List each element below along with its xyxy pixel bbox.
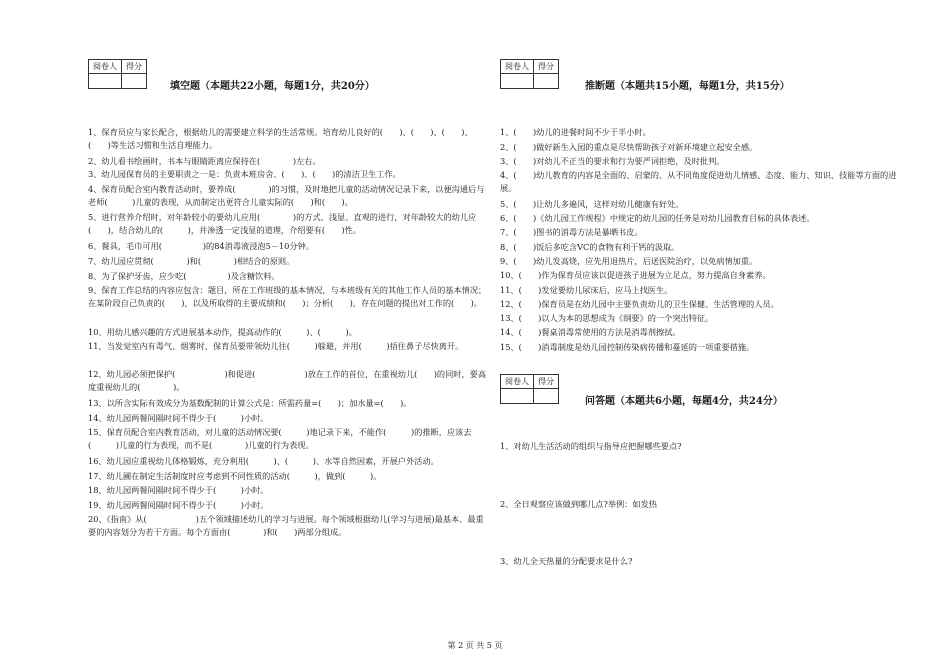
fill-item-16: 16、幼儿园应重视幼儿体格锻炼，充分利用( )、( )、水等自然因素，开展户外活动。 <box>88 456 439 466</box>
fill-item-2: 2、幼儿看书绘画时，书本与眼睛距离应保持在( )左右。 <box>88 156 321 166</box>
fill-section-title: 填空题（本题共22小题，每题1分，共20分） <box>170 81 375 92</box>
fill-item-19: 19、幼儿园两餐间隔时间不得少于( )小时。 <box>88 500 269 510</box>
judge-item-9: 9、( )幼儿发高烧，应先用退热片，后送医院治疗，以免病情加重。 <box>500 256 758 266</box>
score-box-judge <box>500 59 559 89</box>
page-number: 第 2 页 共 5 页 <box>447 641 503 650</box>
fill-item-3: 3、幼儿园保育员的主要职责之一是：负责本班房舍、( )、( )的清洁卫生工作。 <box>88 169 401 179</box>
judge-item-3: 3、( )对幼儿不正当的要求和行为要严词拒绝，及时批判。 <box>500 156 725 166</box>
reviewer-label: 阅卷人 <box>89 60 122 74</box>
judge-item-4: 4、( )幼儿教育的内容是全面的、启蒙的、从不同角度促进幼儿情感、态度、能力、知识、技能等方面的进展。 <box>500 170 897 193</box>
fill-item-9: 9、保育工作总结的内容应包含：题目，所在工作班级的基本情况，与本班级有关的其他工作人员的基本情况；在某阶段自己负责的( )，以及所取得的主要成绩和( )；分析( )，存在问题的提出对工作的( )。 <box>88 285 487 308</box>
score-label: 得分 <box>122 60 147 74</box>
score-cell[interactable] <box>122 74 147 89</box>
fill-item-6: 6、餐具，毛巾可用( )的84消毒液浸泡5－10分钟。 <box>88 241 314 251</box>
judge-item-8: 8、( )饭后多吃含VC的食物有利于钙的汲取。 <box>500 242 680 252</box>
fill-item-13: 13、以所含实际有效成分为基数配制的计算公式是：所需药量=( )；加水量=( )。 <box>88 398 412 408</box>
judge-section-title: 推断题（本题共15小题，每题1分，共15分） <box>585 81 790 92</box>
judge-item-12: 12、( )保育员是在幼儿园中主要负责幼儿的卫生保健、生活管理的人员。 <box>500 299 779 309</box>
judge-item-7: 7、( )图书的消毒方法是暴晒书皮。 <box>500 227 643 237</box>
reviewer-cell[interactable] <box>501 389 534 404</box>
score-cell[interactable] <box>534 389 559 404</box>
fill-item-5: 5、进行营养介绍时，对年龄较小的要幼儿应用( )的方式、浅显、直观的进行，对年龄较大的幼儿应( )，结合幼儿的( )，并渗透一定浅显的道理，介绍要有( )性。 <box>88 212 477 235</box>
reviewer-cell[interactable] <box>89 74 122 89</box>
qa-item-2: 2、全日观察应该做到哪儿点?举例：如发热 <box>500 499 657 509</box>
judge-item-13: 13、( )以人为本的思想成为《纲要》的一个突出特征。 <box>500 313 714 323</box>
judge-item-15: 15、( )消毒制度是幼儿园控制传染病传播和蔓延的一项重要措施。 <box>500 342 755 352</box>
fill-item-14: 14、幼儿园两餐间隔时间不得少于( )小时。 <box>88 413 269 423</box>
judge-item-2: 2、( )做好新生入园的重点是尽快帮助孩子对新环境建立起安全感。 <box>500 142 758 152</box>
score-label: 得分 <box>534 60 559 74</box>
fill-item-18: 18、幼儿园两餐间隔时间不得少于( )小时。 <box>88 485 269 495</box>
fill-item-1: 1、保育员应与家长配合，根据幼儿的需要建立科学的生活常规。培育幼儿良好的( )、( )、( )、( )等生活习惯和生活自理能力。 <box>88 127 473 150</box>
score-cell[interactable] <box>534 74 559 89</box>
judge-item-11: 11、( )发觉要幼儿尿床后，应马上找医生。 <box>500 285 673 295</box>
fill-item-15: 15、保育员配合室内教育活动，对儿童的活动情况要( )地记录下来，不能作( )的推断，应该去( )儿童的行为表现，而不是( )儿童的行为表现。 <box>88 427 472 450</box>
judge-item-5: 5、( )让幼儿多遍风，这样对幼儿健康有好处。 <box>500 199 684 209</box>
fill-item-11: 11、当发觉室内有毒气、烟雾时，保育员要带领幼儿往( )躲避，并用( )捂住鼻子尽快离开。 <box>88 341 464 351</box>
fill-item-10: 10、用幼儿感兴趣的方式进展基本动作，提高动作的( )、( )。 <box>88 327 357 337</box>
judge-item-10: 10、( )作为保育员应该以促进孩子进展为立足点，努力提高自身素养。 <box>500 270 771 280</box>
qa-item-3: 3、幼儿全天热量的分配要求是什么? <box>500 556 633 566</box>
reviewer-label: 阅卷人 <box>501 60 534 74</box>
score-label: 得分 <box>534 375 559 389</box>
qa-item-1: 1、对幼儿生活活动的组织与指导应把握哪些要点? <box>500 441 682 451</box>
judge-item-6: 6、( )《幼儿园工作规程》中规定的幼儿园的任务是对幼儿园教育目标的具体表述。 <box>500 213 815 223</box>
judge-item-14: 14、( )餐桌消毒常使用的方法是消毒剂擦拭。 <box>500 327 681 337</box>
judge-item-1: 1、( )幼儿的进餐时间不少于半小时。 <box>500 127 651 137</box>
fill-item-12: 12、幼儿园必须把保护( )和促进( )放在工作的首位，在重视幼儿( )的同时，要高度重视幼儿的( )。 <box>88 369 487 392</box>
score-box-qa <box>500 374 559 404</box>
reviewer-cell[interactable] <box>501 74 534 89</box>
reviewer-label: 阅卷人 <box>501 375 534 389</box>
fill-item-7: 7、幼儿园应贯彻( )和( )相结合的原则。 <box>88 256 295 266</box>
fill-item-17: 17、幼儿圃在制定生活制度时应考虑到不同性质的活动( )，做到( )。 <box>88 471 382 481</box>
fill-item-4: 4、保育员配合室内教育活动时，要养成( )的习惯，及时地把儿童的活动情况记录下来，以便沟通后与老师( )儿童的表现，从而制定出更符合儿童实际的( )和( )。 <box>88 184 485 207</box>
score-box-fill <box>88 59 147 89</box>
fill-item-20: 20、《指南》从( )五个领域描述幼儿的学习与进展。每个领域根据幼儿(学习与进展)最基本、最重要的内容划分为若干方面。每个方面由( )和( )两部分组成。 <box>88 514 484 537</box>
fill-item-8: 8、为了保护牙齿，应少吃( )及含糖饮料。 <box>88 271 280 281</box>
qa-section-title: 问答题（本题共6小题，每题4分，共24分） <box>585 396 783 407</box>
